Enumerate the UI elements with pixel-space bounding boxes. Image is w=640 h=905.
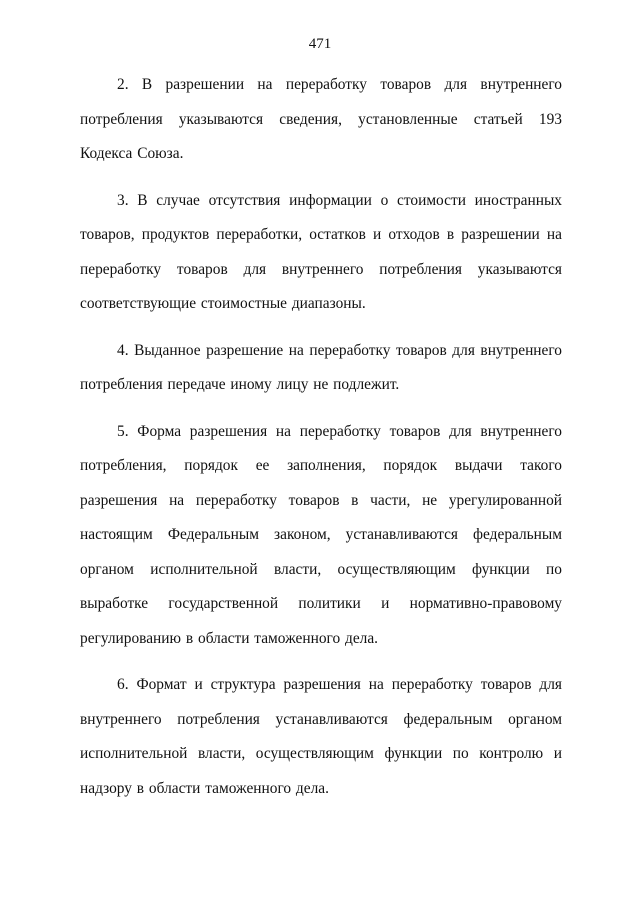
- paragraph-3: 3. В случае отсутствия информации о стоимости иностранных товаров, продуктов переработки, остатков и отходов в разрешении на переработку товаров для внутреннего потребления указываются соответствующие стоимостные диапазоны.: [80, 191, 562, 312]
- paragraph-6: 6. Формат и структура разрешения на переработку товаров для внутреннего потребления устанавливаются федеральным органом исполнительной власти, осуществляющим функции по контролю и надзору в области таможенного дела.: [80, 676, 562, 797]
- page-number: 471: [308, 36, 332, 52]
- document-body: [80, 68, 562, 818]
- paragraph-5: 5. Форма разрешения на переработку товаров для внутреннего потребления, порядок ее заполнения, порядок выдачи такого разрешения на переработку товаров в части, не урегулированной настоящим Федеральным законом, устанавливаются федеральным органом исполнительной власти, осуществляющим функции по выработке государственной политики и нормативно-правовому регулированию в области таможенного дела.: [80, 422, 562, 647]
- paragraph-4: 4. Выданное разрешение на переработку товаров для внутреннего потребления передаче иному лицу не подлежит.: [80, 341, 562, 393]
- paragraph-2: 2. В разрешении на переработку товаров для внутреннего потребления указываются сведения, установленные статьей 193 Кодекса Союза.: [80, 76, 562, 162]
